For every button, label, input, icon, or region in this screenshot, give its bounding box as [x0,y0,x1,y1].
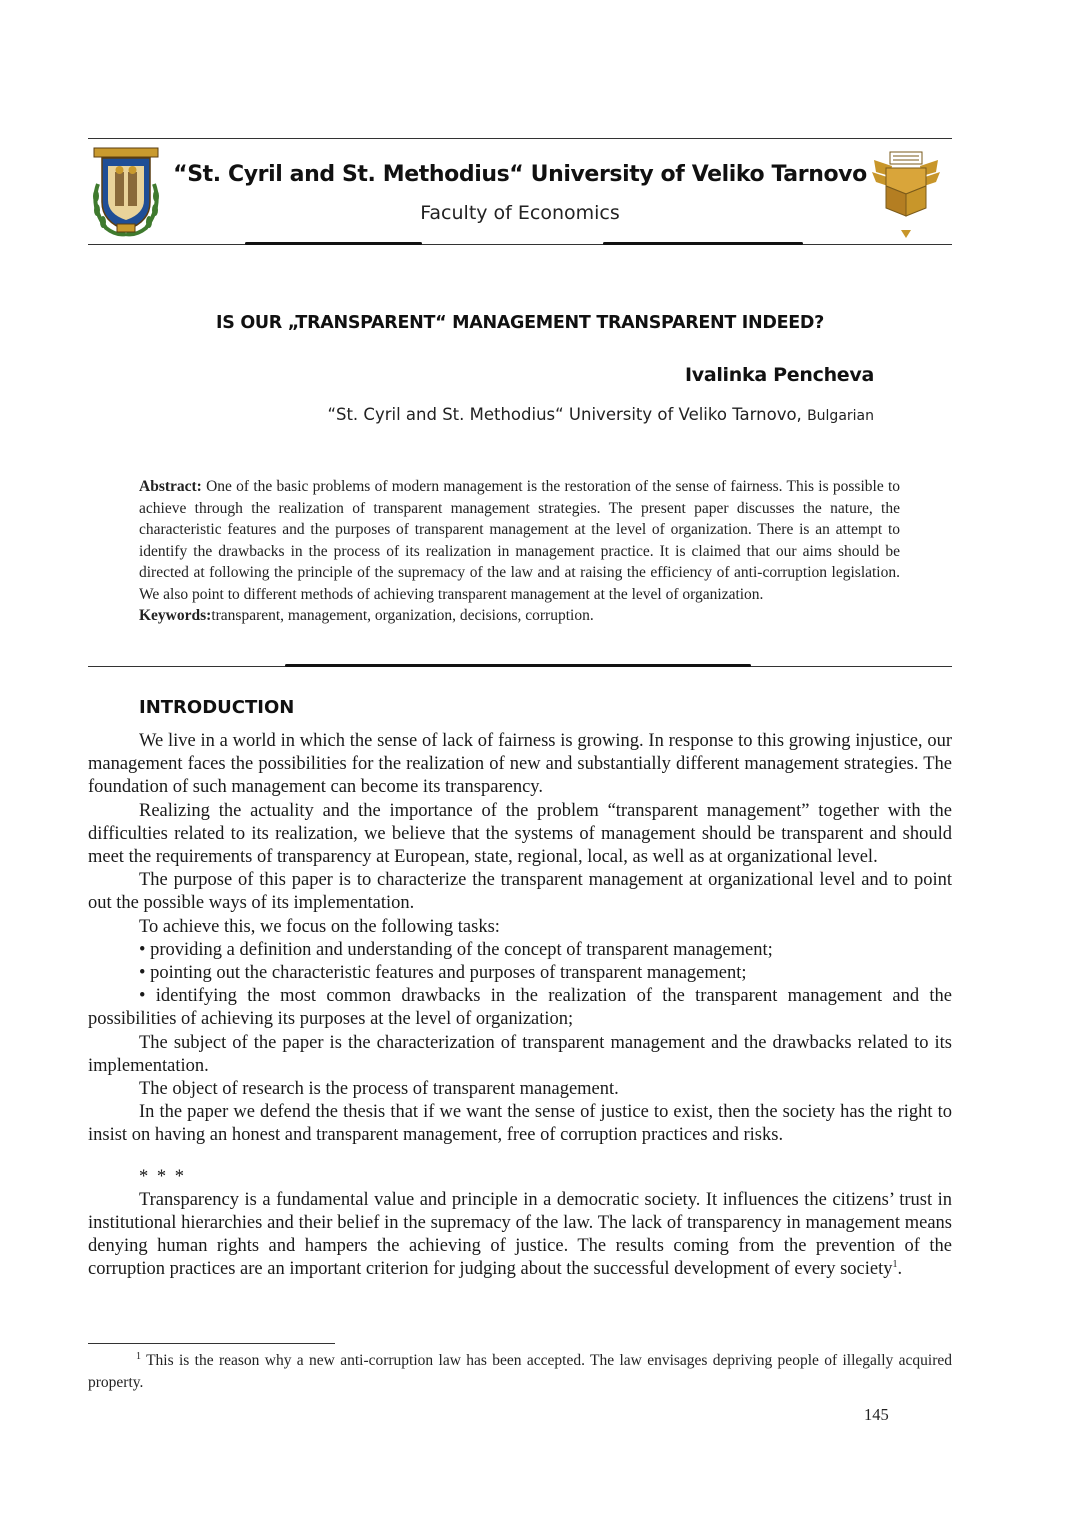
paper-title: IS OUR „TRANSPARENT“ MANAGEMENT TRANSPARENT INDEED? [216,313,824,333]
body-paragraph: Realizing the actuality and the importance of the problem “transparent management” together with the difficulties related to its realization, we believe that the systems of management should be transparent and should meet the requirements of transparency at European, state, regional, local, as well as at organizational level. [88,800,952,868]
header-accent-rule [603,242,803,245]
header-accent-rule [245,242,422,245]
body-paragraph: In the paper we defend the thesis that if we want the sense of justice to exist, then the society has the right to insist on having an honest and transparent management, free of corruption practices and risks. [88,1102,952,1146]
faculty-name: Faculty of Economics [420,202,620,224]
keywords-text: transparent, management, organization, decisions, corruption. [211,607,594,624]
footnote-text: This is the reason why a new anti-corruption law has been accepted. The law envisages depriving people of illegally acquired property. [88,1352,952,1391]
author-affiliation [327,405,874,424]
section-heading-introduction: INTRODUCTION [139,697,295,718]
task-list-item: • identifying the most common drawbacks in the realization of the transparent management and the possibilities of achieving its purposes at the level of organization; [88,986,952,1030]
section-separator: * * * [139,1166,186,1187]
body-paragraph: The subject of the paper is the characterization of transparent management and the drawbacks related to its implementation. [88,1032,952,1076]
body-paragraph: To achieve this, we focus on the following tasks: [139,916,500,937]
body-paragraph [88,1189,952,1282]
author-name: Ivalinka Pencheva [684,364,874,386]
page-number: 145 [864,1405,889,1424]
task-list-item: • pointing out the characteristic features and purposes of transparent management; [139,963,747,984]
body-paragraph: We live in a world in which the sense of lack of fairness is growing. In response to this growing injustice, our management faces the possibilities for the realization of new and substantially different management strategies. The foundation of such management can become its transparency. [88,731,952,798]
introduction-body [88,730,952,1282]
task-list-item: • providing a definition and understanding of the concept of transparent management; [139,939,773,960]
body-paragraph: The object of research is the process of transparent management. [139,1079,619,1100]
body-paragraph: The purpose of this paper is to characterize the transparent management at organizational level and to point out the possible ways of its implementation. [88,870,952,914]
affiliation-text: “St. Cyril and St. Methodius“ University of Veliko Tarnovo, [327,405,802,424]
abstract-accent-rule [285,664,751,667]
end-punctuation: . [897,1259,903,1280]
footnote-rule [88,1343,335,1344]
abstract [139,476,900,627]
header-bottom-rule [88,244,952,245]
header-top-rule [88,138,952,139]
faculty-emblem-logo [868,146,944,246]
transparency-text: Transparency is a fundamental value and principle in a democratic society. It influences the citizens’ trust in institutional hierarchies and their belief in the supremacy of the law. The lack of transparency in management means denying human rights and hampers the achieving of justice. The results coming from the prevention of the corruption practices are an important criterion for judging about the successful development of every society [88,1189,952,1280]
abstract-text: One of the basic problems of modern management is the restoration of the sense of fairness. This is possible to achieve through the realization of transparent management strategies. The present paper discusses the nature, the characteristic features and the purposes of transparent management at the level of organization. There is an attempt to identify the drawbacks in the process of its realization in management practice. It is claimed that our aims should be directed at following the principle of the supremacy of the law and at raising the efficiency of anti-corruption legislation. We also point to different methods of achieving transparent management at the level of organization. [139,478,901,603]
keywords-label: Keywords: [139,607,212,624]
abstract-label: Abstract: [139,478,202,495]
university-name: “St. Cyril and St. Methodius“ University of Veliko Tarnovo [173,162,867,187]
affiliation-country: Bulgarian [807,408,874,424]
footnote-marker: 1 [136,1350,141,1362]
footnote [88,1350,952,1393]
footnote-reference[interactable]: 1 [892,1259,898,1271]
